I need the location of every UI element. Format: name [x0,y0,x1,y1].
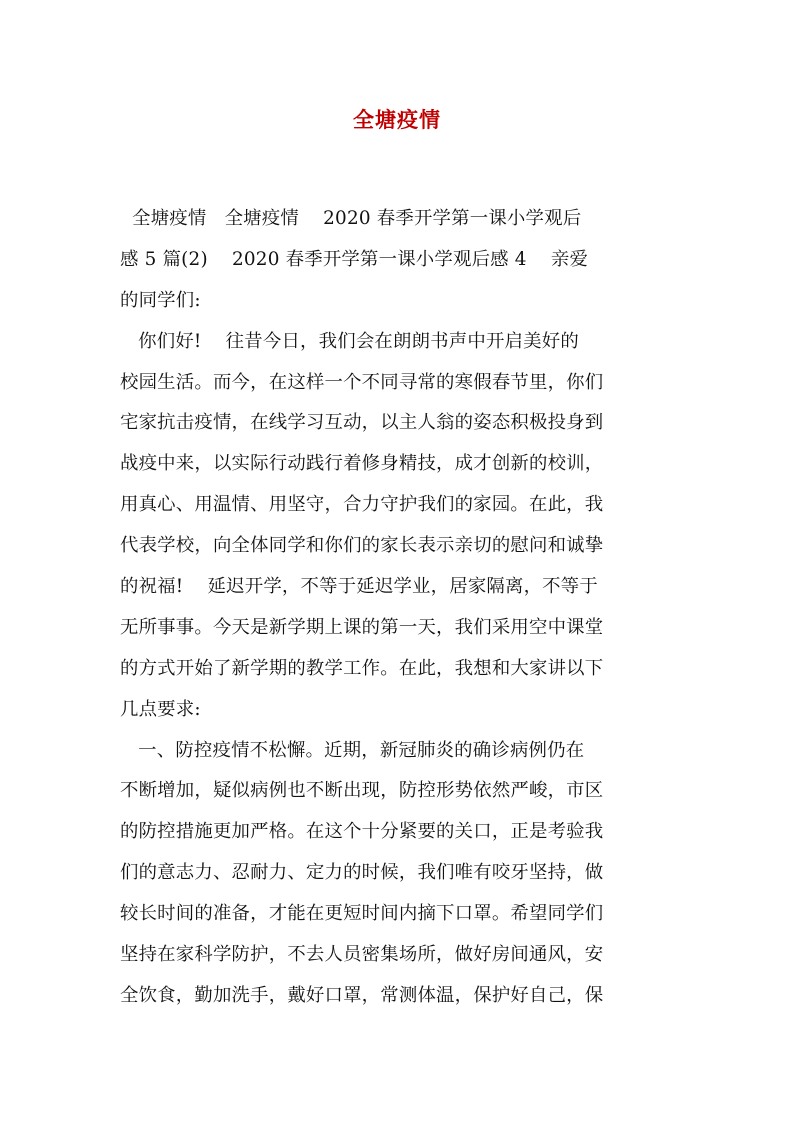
body-line: 感 5 篇(2) 2020 春季开学第一课小学观后感 4 亲爱 [120,248,589,270]
body-line: 的防控措施更加严格。在这个十分紧要的关口，正是考验我 [120,821,604,843]
body-line: 战疫中来，以实际行动践行着修身精技，成才创新的校训， [120,453,604,475]
body-line: 宅家抗击疫情，在线学习互动，以主人翁的姿态积极投身到 [120,412,604,434]
body-line: 的同学们: [120,289,201,311]
body-line: 代表学校，向全体同学和你们的家长表示亲切的慰问和诚挚 [120,535,604,557]
body-line: 不断增加，疑似病例也不断出现，防控形势依然严峻，市区 [120,780,604,802]
body-line: 一、防控疫情不松懈。近期，新冠肺炎的确诊病例仍在 [120,739,585,761]
body-line: 全塘疫情 全塘疫情 2020 春季开学第一课小学观后 [120,208,582,229]
document-body [120,199,680,1017]
body-line: 校园生活。而今，在这样一个不同寻常的寒假春节里，你们 [120,371,604,393]
body-line: 较长时间的准备，才能在更短时间内摘下口罩。希望同学们 [120,903,604,925]
body-line: 们的意志力、忍耐力、定力的时候，我们唯有咬牙坚持，做 [120,862,604,884]
body-line: 全饮食，勤加洗手，戴好口罩，常测体温，保护好自己，保 [120,984,604,1006]
body-line: 坚持在家科学防护，不去人员密集场所，做好房间通风，安 [120,944,604,966]
body-line: 用真心、用温情、用坚守，合力守护我们的家园。在此，我 [120,494,604,516]
body-line: 无所事事。今天是新学期上课的第一天，我们采用空中课堂 [120,616,604,638]
body-line: 几点要求: [120,698,201,720]
body-line: 的方式开始了新学期的教学工作。在此，我想和大家讲以下 [120,657,604,679]
body-line: 你们好! 往昔今日，我们会在朗朗书声中开启美好的 [120,330,579,352]
document-title: 全塘疫情 [353,107,441,132]
body-line: 的祝福! 延迟开学，不等于延迟学业，居家隔离，不等于 [120,576,598,598]
